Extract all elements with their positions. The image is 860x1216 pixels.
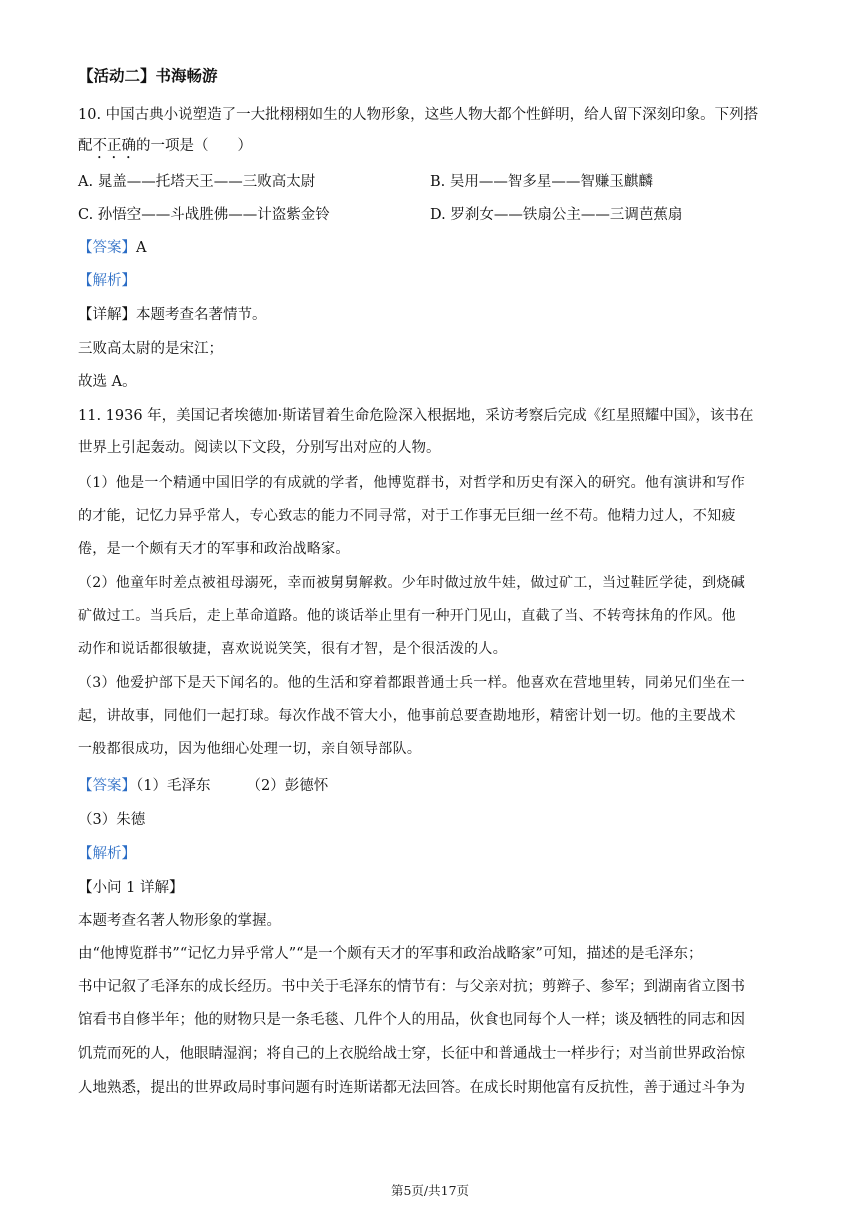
q10-option-d: D. 罗刹女——铁扇公主——三调芭蕉扇: [430, 207, 683, 223]
q11-p2-line-3: 动作和说话都很敏捷，喜欢说说笑笑，很有才智，是个很活泼的人。: [78, 641, 507, 657]
q11-sub1-line-4: 馆看书自修半年；他的财物只是一条毛毯、几件个人的用品，伙食也同每个人一样；谈及牺牲的同志和因: [78, 1012, 745, 1028]
q11-sub1-line-3: 书中记叙了毛泽东的成长经历。书中关于毛泽东的情节有：与父亲对抗；剪辫子、参军；到湖南省立图书: [78, 979, 745, 995]
q11-p1-line-3: 倦，是一个颇有天才的军事和政治战略家。: [78, 541, 350, 557]
q11-sub1-title: 【小问 1 详解】: [78, 880, 184, 896]
q11-p3-line-1: （3）他爱护部下是天下闻名的。他的生活和穿着都跟普通士兵一样。他喜欢在营地里转，同弟兄们坐在一: [78, 675, 746, 691]
q10-stem-pre: 配: [78, 138, 93, 154]
q10-detail: 【详解】本题考查名著情节。: [78, 307, 267, 323]
q11-sub1-line-6: 人地熟悉，提出的世界政局时事问题有时连斯诺都无法回答。在成长时期他富有反抗性，善于通过斗争为: [78, 1080, 745, 1096]
q11-p2-line-2: 矿做过工。当兵后，走上革命道路。他的谈话举止里有一种开门见山，直截了当、不转弯抹角的作风。他: [78, 608, 736, 624]
q11-sub1-line-5: 饥荒而死的人，他眼睛湿润；将自己的上衣脱给战士穿，长征中和普通战士一样步行；对当前世界政治惊: [78, 1046, 745, 1062]
q10-option-c: C. 孙悟空——斗战胜佛——计盗紫金铃: [78, 207, 330, 223]
q10-stem-line-1: 10. 中国古典小说塑造了一大批栩栩如生的人物形象，这些人物大都个性鲜明，给人留下深刻印象。下列搭: [78, 107, 759, 123]
q11-p1-line-1: （1）他是一个精通中国旧学的有成就的学者，他博览群书，对哲学和历史有深入的研究。他有演讲和写作: [78, 475, 746, 491]
answer-1: （1）毛泽东: [136, 778, 211, 794]
answer-3: （3）朱德: [78, 812, 146, 828]
q11-stem-line-1: 11. 1936 年，美国记者埃德加·斯诺冒着生命危险深入根据地，采访考察后完成《红星照耀中国》，该书在: [78, 408, 754, 424]
q11-p1-line-2: 的才能，记忆力异乎常人，专心致志的能力不同寻常，对于工作事无巨细一丝不苟。他精力过人，不知疲: [78, 508, 736, 524]
answer-tag: 【答案】: [78, 240, 136, 256]
answer-2: （2）彭德怀: [246, 778, 329, 794]
q10-analysis-tag: 【解析】: [78, 273, 136, 289]
q11-stem-line-2: 世界上引起轰动。阅读以下文段，分别写出对应的人物。: [78, 440, 441, 456]
q10-emphasis: 不正确: [92, 138, 136, 154]
q11-p3-line-3: 一般都很成功，因为他细心处理一切，亲自领导部队。: [78, 741, 422, 757]
q10-stem-post: 的一项是（ ）: [136, 138, 252, 154]
section-title: 【活动二】书海畅游: [78, 66, 218, 85]
q11-p2-line-1: （2）他童年时差点被祖母溺死，幸而被舅舅解救。少年时做过放牛娃，做过矿工，当过鞋匠学徒，到烧碱: [78, 575, 746, 591]
page-number: 第5页/共17页: [390, 1183, 470, 1198]
q10-detail-2: 三败高太尉的是宋江；: [78, 341, 223, 357]
answer-tag: 【答案】: [78, 778, 136, 794]
q11-answer: [78, 774, 328, 795]
q11-sub1-line-1: 本题考查名著人物形象的掌握。: [78, 913, 281, 929]
answer-value: A: [136, 240, 147, 256]
q10-option-b: B. 吴用——智多星——智赚玉麒麟: [430, 174, 653, 190]
q10-stem-line-2: [78, 134, 252, 162]
q10-detail-3: 故选 A。: [78, 374, 137, 390]
q11-p3-line-2: 起，讲故事，同他们一起打球。每次作战不管大小，他事前总要查勘地形，精密计划一切。他的主要战术: [78, 708, 736, 724]
q11-analysis-tag: 【解析】: [78, 846, 136, 862]
q10-option-a: A. 晁盖——托塔天王——三败高太尉: [78, 174, 316, 190]
q11-sub1-line-2: 由“他博览群书”“记忆力异乎常人”“是一个颇有天才的军事和政治战略家”可知，描述的是毛泽东；: [78, 946, 703, 962]
q10-answer: [78, 236, 146, 257]
